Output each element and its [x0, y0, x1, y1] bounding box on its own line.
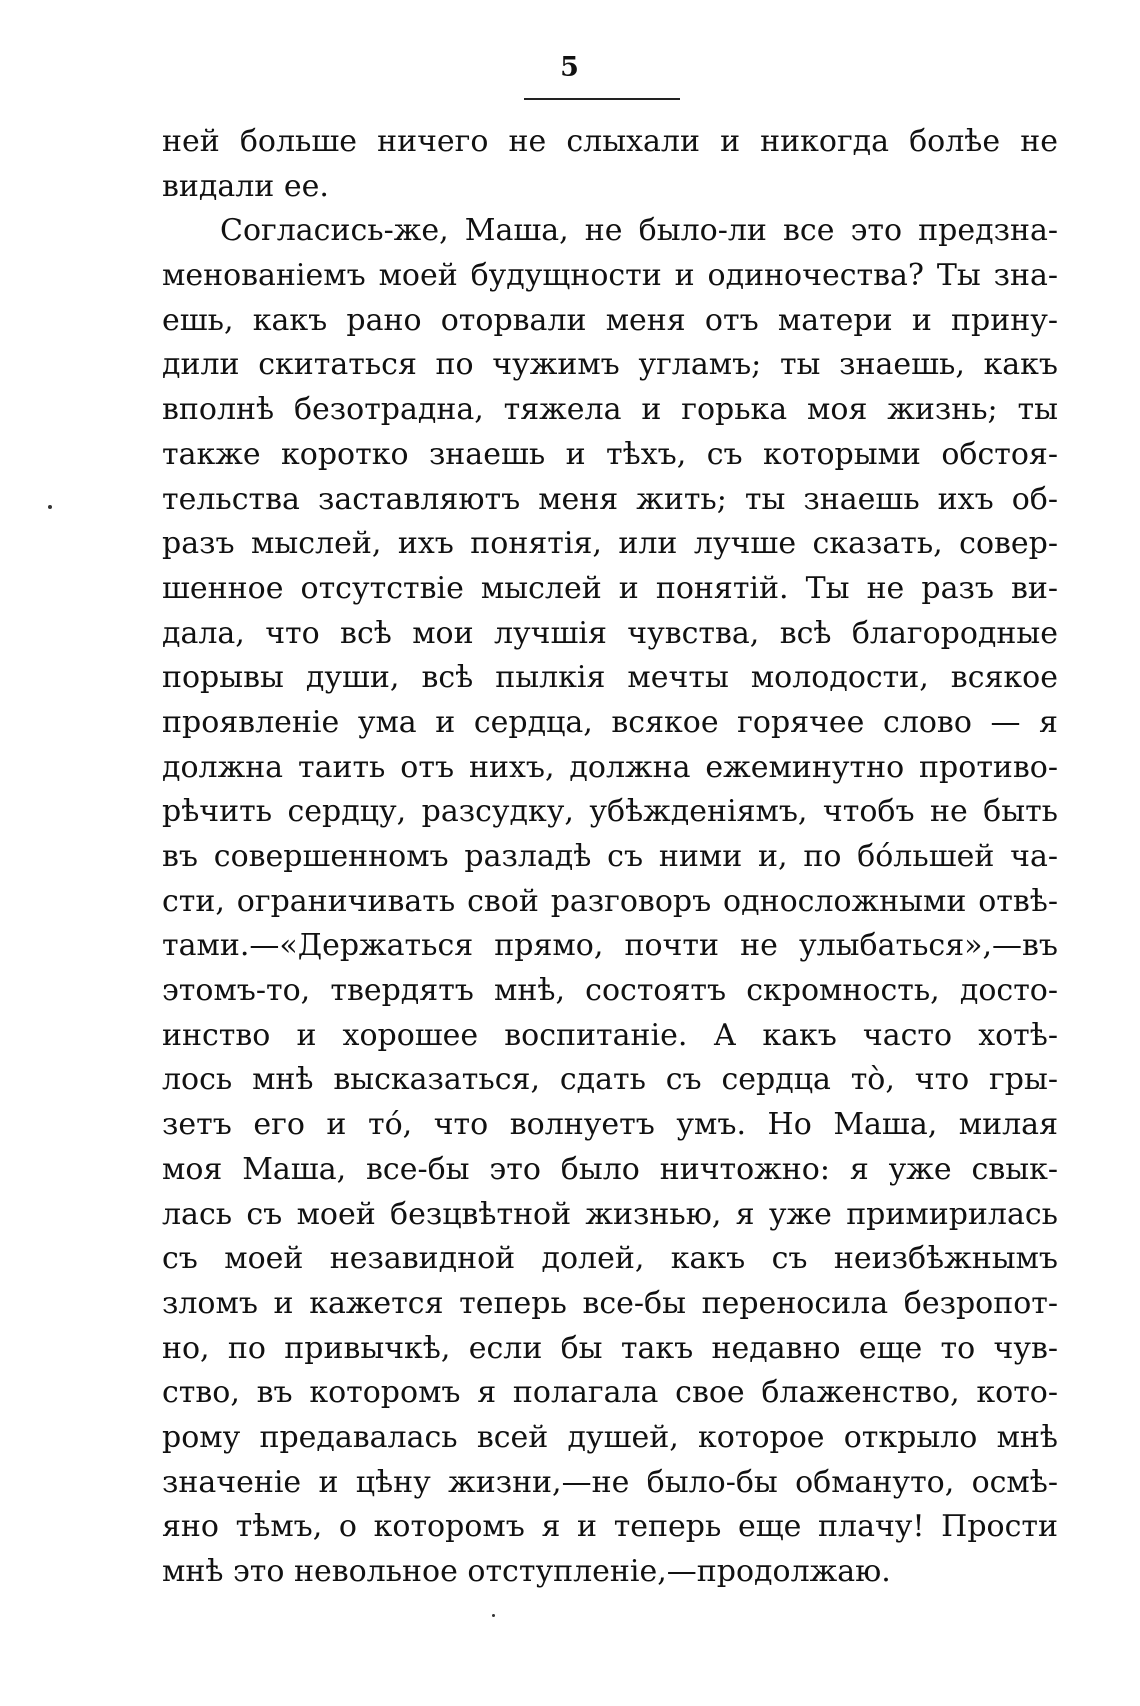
text-line: зетъ его и то́, что волнуетъ умъ. Но Маша, милая — [162, 1107, 1058, 1143]
text-line: дили скитаться по чужимъ угламъ; ты знаешь, какъ — [162, 347, 1058, 383]
text-line: разъ мыслей, ихъ понятія, или лучше сказать, совер- — [162, 526, 1058, 562]
text-line: порывы души, всѣ пылкія мечты молодости, всякое — [162, 660, 1058, 696]
text-line: менованіемъ моей будущности и одиночества? Ты зна- — [162, 258, 1058, 294]
body-text — [162, 120, 1058, 1595]
text-line: проявленіе ума и сердца, всякое горячее слово — я — [162, 704, 1058, 740]
text-line: значеніе и цѣну жизни,—не было-бы обмануто, осмѣ- — [162, 1464, 1058, 1500]
text-line: шенное отсутствіе мыслей и понятій. Ты не разъ ви- — [162, 570, 1058, 606]
page-number-rule — [524, 98, 680, 100]
text-line: ней больше ничего не слыхали и никогда болѣе не — [162, 124, 1058, 159]
text-line: инство и хорошее воспитаніе. А какъ часто хотѣ- — [162, 1017, 1058, 1053]
text-line: рѣчить сердцу, разсудку, убѣжденіямъ, чтобъ не быть — [162, 794, 1058, 830]
text-line: лась съ моей безцвѣтной жизнью, я уже примирилась — [162, 1196, 1058, 1232]
text-line: тами.—«Держаться прямо, почти не улыбаться»,—въ — [162, 928, 1058, 964]
text-line: но, по привычкѣ, если бы такъ недавно еще то чув- — [162, 1330, 1058, 1366]
text-line: вполнѣ безотрадна, тяжела и горька моя жизнь; ты — [162, 392, 1058, 428]
text-line: съ моей незавидной долей, какъ съ неизбѣжнымъ — [162, 1241, 1058, 1277]
page-number: 5 — [560, 52, 580, 83]
text-line: рому предавалась всей душей, которое открыло мнѣ — [162, 1419, 1058, 1455]
scan-speck — [48, 505, 52, 509]
text-line: видали ее. — [162, 168, 329, 204]
text-line: также коротко знаешь и тѣхъ, съ которыми обстоя- — [162, 436, 1058, 472]
text-line: должна таить отъ нихъ, должна ежеминутно противо- — [162, 749, 1058, 785]
text-line: тельства заставляютъ меня жить; ты знаешь ихъ об- — [162, 481, 1058, 517]
text-line: въ совершенномъ разладѣ съ ними и, по бо́льшей ча- — [162, 839, 1058, 874]
text-line: сти, ограничивать свой разговоръ односложными отвѣ- — [162, 883, 1058, 919]
text-line: ство, въ которомъ я полагала свое блаженство, кото- — [162, 1375, 1058, 1411]
text-line: моя Маша, все-бы это было ничтожно: я уже свык- — [162, 1151, 1058, 1187]
text-line: яно тѣмъ, о которомъ я и теперь еще плачу! Прости — [162, 1509, 1058, 1545]
text-line: ешь, какъ рано оторвали меня отъ матери и прину- — [162, 302, 1058, 338]
text-line: мнѣ это невольное отступленіе,—продолжаю. — [162, 1554, 891, 1589]
scan-speck — [492, 1614, 495, 1617]
text-line: лось мнѣ высказаться, сдать съ сердца то̀, что гры- — [162, 1062, 1058, 1098]
text-line: Согласись-же, Маша, не было-ли все это предзна- — [220, 213, 1058, 249]
text-line: дала, что всѣ мои лучшія чувства, всѣ благородные — [162, 615, 1058, 651]
text-line: этомъ-то, твердятъ мнѣ, состоятъ скромность, досто- — [162, 973, 1058, 1009]
text-line: зломъ и кажется теперь все-бы переносила безропот- — [162, 1285, 1058, 1321]
